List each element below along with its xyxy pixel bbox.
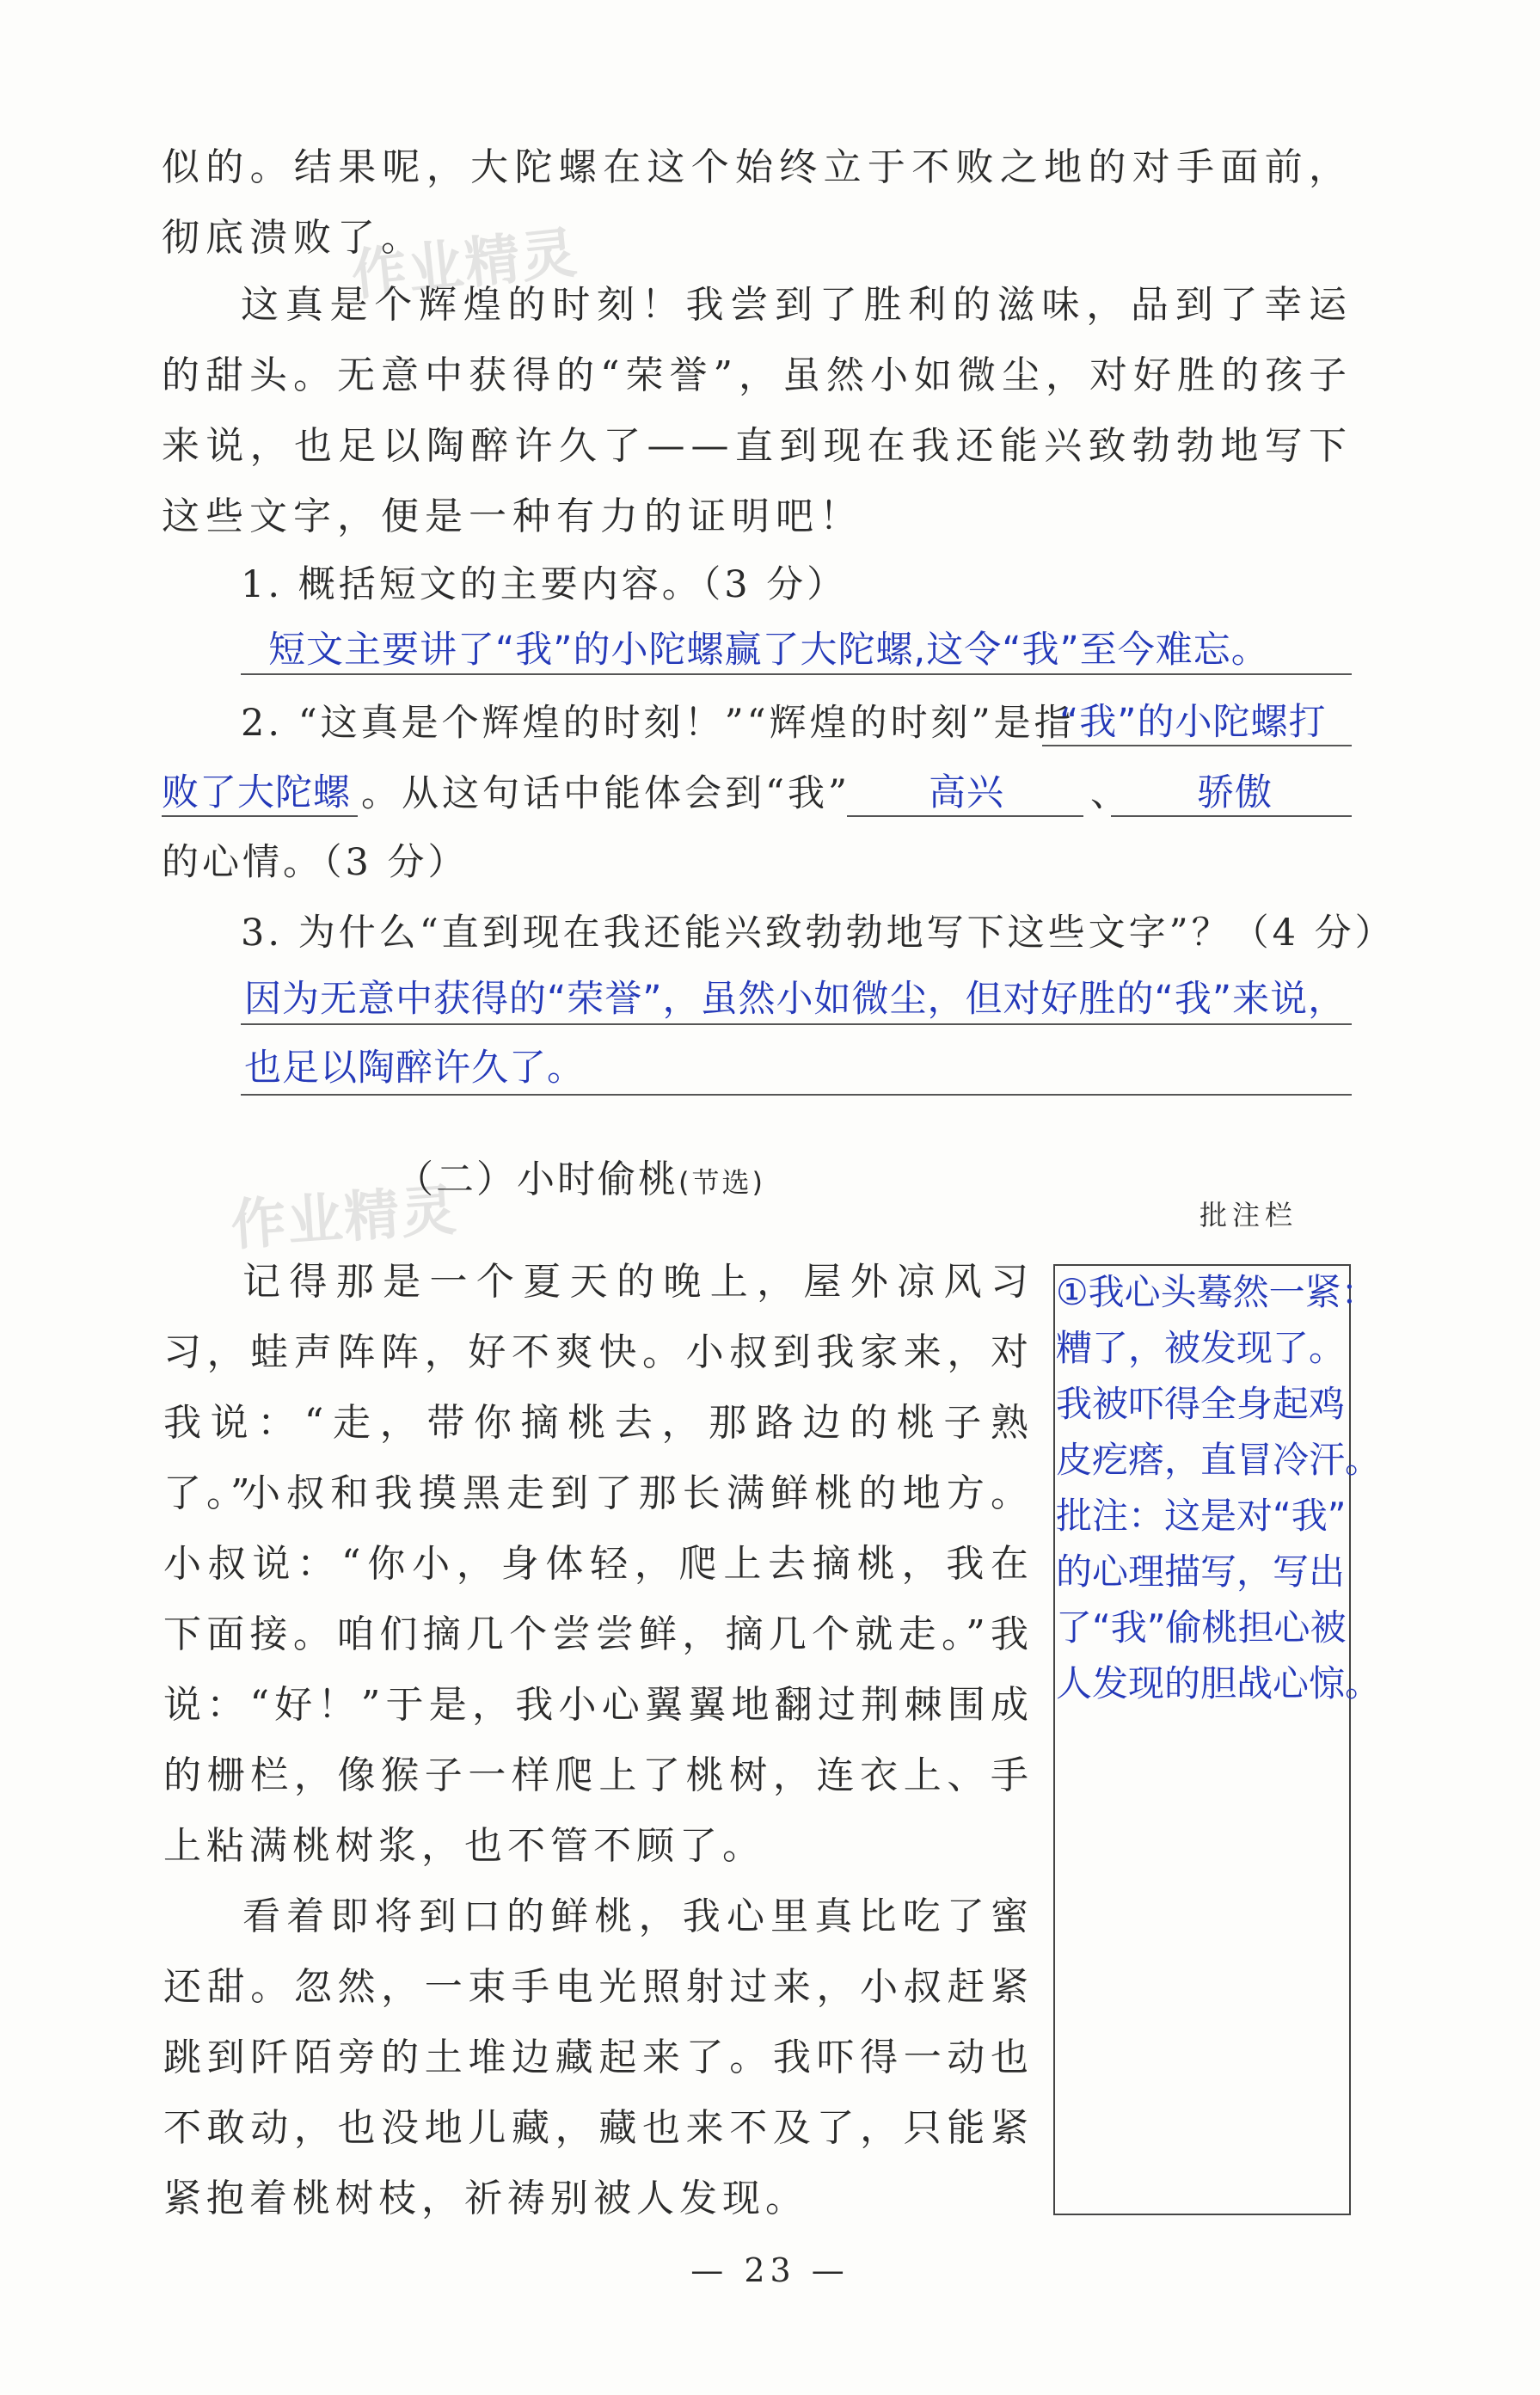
annotation-line: ①我心头蓦然一紧： [1056, 1271, 1377, 1313]
annotation-line: 了“我”偷桃担心被 [1056, 1606, 1347, 1649]
annotation-note [1056, 1264, 1391, 1711]
annotation-column-label: 批注栏 [1199, 1199, 1298, 1231]
section-2-paragraph-3: 看着即将到口的鲜桃，我心里真比吃了蜜还甜。忽然，一束手电光照射过来，小叔赶紧跳到阡陌旁的土堆边藏起来了。我吓得一动也不敢动，也没地儿藏，藏也来不及了，只能紧紧抱着桃树枝，祈祷别被人发现。 [163, 1895, 1034, 2220]
section-2-paragraph-2: 小叔和我摸黑走到了那长满鲜桃的地方。小叔说：“你小，身体轻，爬上去摘桃，我在下面接。咱们摘几个尝尝鲜，摘几个就走。”我说：“好！”于是，我小心翼翼地翻过荆棘围成的栅栏，像猴子一样爬上了桃树，连衣上、手上粘满桃树浆，也不管不顾了。 [163, 1471, 1034, 1868]
annotation-line: 皮疙瘩，直冒冷汗。 [1056, 1439, 1382, 1481]
question-2-line-b [162, 815, 358, 817]
annotation-line: 我被吓得全身起鸡 [1056, 1383, 1346, 1425]
section-2-title-note: (节选) [678, 1166, 765, 1199]
watermark-top: 作业精灵 [348, 221, 581, 309]
question-3: 3. 为什么“直到现在我还能兴致勃勃地写下这些文字”？（4 分） [241, 912, 1396, 955]
question-2-blank-2: 骄傲 [1197, 771, 1273, 814]
annotation-line: 人发现的胆战心惊。 [1056, 1662, 1382, 1704]
section-2-title [396, 1148, 765, 1203]
question-1-answer: 短文主要讲了“我”的小陀螺赢了大陀螺,这令“我”至今难忘。 [268, 629, 1269, 672]
question-3-answer-line-2: 也足以陶醉许久了。 [244, 1047, 585, 1090]
question-2-answer-a: “我”的小陀螺打 [1059, 701, 1327, 744]
question-2-line-a [1042, 745, 1352, 746]
question-3-answer-line-1: 因为无意中获得的“荣誉”，虽然小如微尘，但对好胜的“我”来说， [244, 978, 1347, 1021]
page-number: — 23 — [690, 2251, 850, 2289]
question-3-underline-2 [241, 1094, 1352, 1096]
question-2-text-a: 2. “这真是个辉煌的时刻！”“辉煌的时刻”是指 [241, 702, 1075, 745]
annotation-line: 糟了，被发现了。 [1056, 1327, 1346, 1369]
section-2-title-main: （二）小时偷桃 [396, 1158, 678, 1201]
annotation-line: 的心理描写，写出 [1056, 1551, 1346, 1593]
annotation-line: 批注：这是对“我” [1056, 1495, 1347, 1537]
question-2-blank-2-line [1111, 815, 1352, 817]
passage-paragraph-2: 这真是个辉煌的时刻！我尝到了胜利的滋味，品到了幸运的甜头。无意中获得的“荣誉”，虽然小如微尘，对好胜的孩子来说，也足以陶醉许久了——直到现在我还能兴致勃勃地写下这些文字，便是一种有力的证明吧！ [162, 283, 1353, 538]
question-2-separator: 、 [1090, 772, 1131, 815]
question-3-underline-1 [241, 1023, 1352, 1025]
section-2-paragraph-1: 记得那是一个夏天的晚上，屋外凉风习习，蛙声阵阵，好不爽快。小叔到我家来，对我说：“走，带你摘桃去，那路边的桃子熟了。” [163, 1260, 1034, 1515]
question-2-blank-1: 高兴 [929, 771, 1004, 814]
question-2-text-c: 的心情。（3 分） [162, 841, 469, 884]
question-2-answer-b: 败了大陀螺 [162, 771, 351, 814]
question-1-answer-line [241, 673, 1352, 675]
passage-paragraph-1: 似的。结果呢，大陀螺在这个始终立于不败之地的对手面前，彻底溃败了。 [162, 145, 1353, 260]
question-2-text-b: 。从这句话中能体会到“我” [361, 772, 850, 815]
question-1: 1. 概括短文的主要内容。（3 分） [241, 563, 848, 606]
question-2-blank-1-line [847, 815, 1083, 817]
watermark-middle: 作业精灵 [229, 1178, 460, 1259]
